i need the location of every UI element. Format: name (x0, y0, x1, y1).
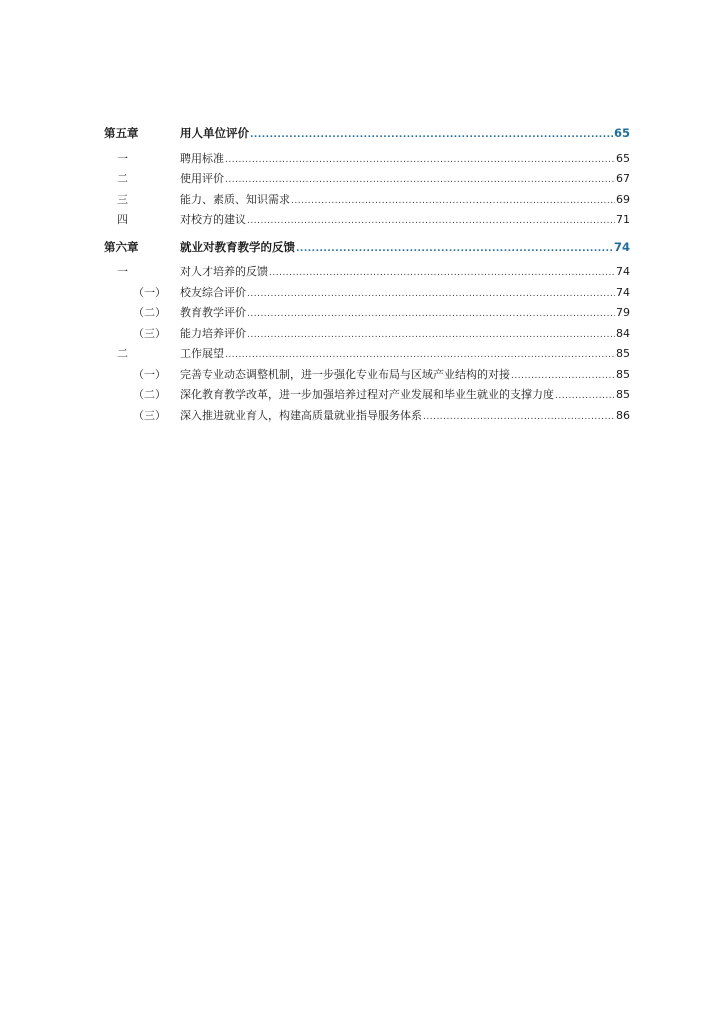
dot-leader (247, 304, 615, 325)
toc-entry[interactable] (104, 365, 630, 386)
toc-number: （三） (133, 326, 166, 340)
toc-number: 二 (117, 172, 128, 185)
toc-entry[interactable] (104, 149, 630, 170)
toc-entry[interactable] (104, 190, 630, 211)
toc-entry[interactable] (104, 262, 630, 283)
toc-entry[interactable] (104, 283, 630, 304)
toc-number: 二 (117, 347, 128, 360)
toc-title: 工作展望 (180, 347, 224, 360)
dot-leader (511, 366, 615, 387)
toc-page-number: 65 (616, 151, 630, 165)
toc-page-number: 71 (616, 213, 630, 226)
dot-leader (555, 386, 615, 407)
dot-leader (269, 263, 615, 284)
toc-title: 对校方的建议 (180, 213, 246, 226)
toc-page-number: 85 (616, 347, 630, 360)
dot-leader (423, 407, 615, 428)
toc-number: （二） (133, 306, 166, 319)
toc-page-number: 74 (616, 265, 630, 278)
toc-number: 一 (117, 265, 128, 278)
dot-leader (291, 191, 615, 212)
toc-entry[interactable] (104, 385, 630, 406)
toc-title: 就业对教育教学的反馈 (180, 239, 295, 254)
toc-number: （二） (133, 388, 166, 401)
toc-entry[interactable] (104, 324, 630, 345)
dot-leader (247, 284, 615, 305)
dot-leader (296, 239, 613, 260)
table-of-contents (104, 123, 630, 426)
dot-leader (225, 150, 615, 171)
toc-page-number: 69 (616, 192, 630, 206)
toc-number: 第五章 (104, 126, 139, 140)
toc-page-number: 85 (616, 388, 630, 401)
toc-number: （一） (133, 367, 166, 381)
toc-title: 校友综合评价 (180, 285, 246, 299)
toc-title: 深入推进就业育人，构建高质量就业指导服务体系 (180, 408, 422, 422)
toc-page-number: 74 (613, 239, 630, 254)
toc-entry[interactable] (104, 169, 630, 190)
dot-leader (250, 125, 613, 146)
toc-chapter-5[interactable] (104, 123, 630, 144)
toc-number: （三） (133, 408, 166, 422)
toc-title: 聘用标准 (180, 151, 224, 165)
toc-title: 能力培养评价 (180, 326, 246, 340)
dot-leader (225, 170, 615, 191)
toc-title: 教育教学评价 (180, 306, 246, 319)
toc-number: 一 (117, 151, 128, 165)
toc-number: 三 (117, 192, 128, 206)
toc-page-number: 65 (613, 126, 630, 140)
toc-number: 第六章 (104, 239, 139, 254)
toc-page-number: 74 (616, 285, 630, 299)
dot-leader (247, 211, 615, 232)
dot-leader (247, 325, 615, 346)
toc-chapter-6[interactable] (104, 237, 630, 258)
toc-page-number: 79 (616, 306, 630, 319)
dot-leader (225, 345, 615, 366)
toc-title: 完善专业动态调整机制，进一步强化专业布局与区域产业结构的对接 (180, 367, 510, 381)
toc-title: 对人才培养的反馈 (180, 265, 268, 278)
toc-page-number: 85 (616, 367, 630, 381)
toc-number: （一） (133, 285, 166, 299)
toc-entry[interactable] (104, 303, 630, 324)
toc-number: 四 (117, 213, 128, 226)
toc-title: 深化教育教学改革，进一步加强培养过程对产业发展和毕业生就业的支撑力度 (180, 388, 554, 401)
toc-page-number: 86 (616, 408, 630, 422)
toc-page-number: 67 (616, 172, 630, 185)
toc-entry[interactable] (104, 344, 630, 365)
toc-entry[interactable] (104, 210, 630, 231)
toc-entry[interactable] (104, 406, 630, 427)
toc-title: 使用评价 (180, 172, 224, 185)
toc-page-number: 84 (616, 326, 630, 340)
toc-title: 用人单位评价 (180, 126, 249, 140)
toc-title: 能力、素质、知识需求 (180, 192, 290, 206)
